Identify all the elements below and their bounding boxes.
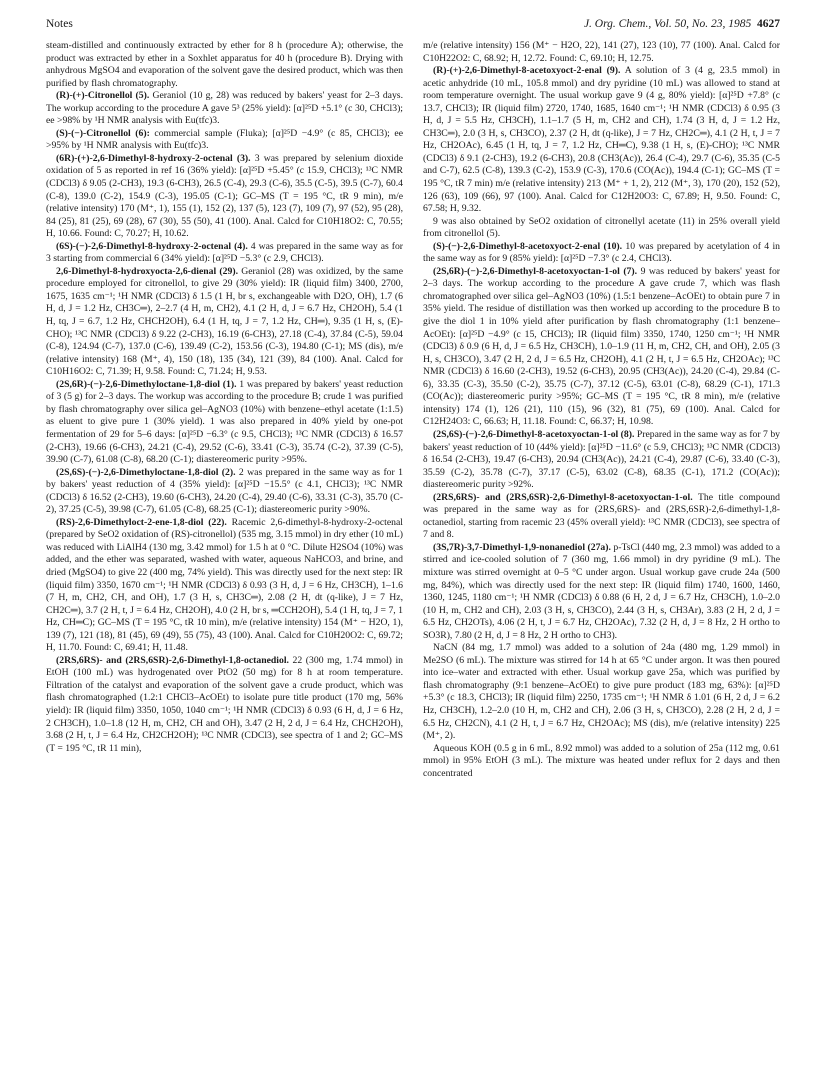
paragraph [46,241,403,266]
paragraph [46,379,403,467]
paragraph-body: 9 was reduced by bakers' yeast for 2–3 days. The workup according to the procedure A gave crude 7, which was flash chromatographed over silica gel–AgNO3 (10%) (1.5:1 benzene–AcOEt) to obtain pure 7 in 35% yield. The residue of distillation was then worked up according to the procedure B to give the diol 1 in 10% yield after purification by flash chromatography (1:1 benzene–AcOEt): [α]²⁵D −4.9° (c 15, CHCl3); IR (liquid film) 3350, 1740, 1250 cm⁻¹; ¹H NMR (CDCl3) δ 0.9 (6 H, d, J = 6.5 Hz, CH3CH), 1.0–1.9 (11 H, m, CH2, CH, and OH), 2.05 (3 H, s, CH3CO), 3.47 (2 H, 2 d, J = 6.5 Hz, CH2OH), 4.1 (2 H, t, J = 6.5 Hz, CH2OAc); ¹³C NMR (CDCl3) δ 16.60 (2-CH3), 19.52 (6-CH3), 20.95 (CH3(Ac)), 24.20 (C-4), 29.84 (C-6), 33.35 (C-3), 35.50 (C-2), 35.75 (C-7), 37.12 (C-5), 63.01 (C-8), 68.29 (C-1), 171.3 (CO(Ac)); diastereomeric purity >95%; GC–MS (T = 195 °C, tR 8 min), m/e (relative intensity) 174 (1), 126 (21), 110 (15), 96 (32), 81 (75), 69 (100). Anal. Calcd for C12H24O3: C, 66.63; H, 11.18. Found: C, 66.37; H, 10.98. [423,265,780,428]
paragraph [423,65,780,216]
paragraph [423,542,780,642]
compound-heading: (2RS,6RS)- and (2RS,6SR)-2,6-Dimethyl-8-acetoxyoctan-1-ol. [433,491,693,503]
compound-heading: (2S,6R)-(−)-2,6-Dimethyloctane-1,8-diol (1). [56,378,237,390]
compound-heading: (R)-(+)-2,6-Dimethyl-8-acetoxyoct-2-enal (9). [433,65,621,77]
paragraph-body: Prepared in the same way as for 7 by bakers' yeast reduction of 10 (44% yield): [α]²⁵D −11.6° (c 5.9, CHCl3); ¹³C NMR (CDCl3) δ 16.54 (2-CH3), 19.47 (6-CH3), 20.94 (CH3(Ac)), 24.21 (C-4), 29.87 (C-6), 33.40 (C-3), 35.59 (C-2), 35.78 (C-7), 37.17 (C-5), 63.02 (C-8), 68.35 (C-1), 171.2 (CO(Ac)); diastereomeric purity >92%. [423,428,780,491]
paragraph-body: A solution of 3 (4 g, 23.5 mmol) in acetic anhydride (10 mL, 105.8 mmol) and dry pyridine (10 mL) was allowed to stand at room temperature overnight. The usual workup gave 9 (4 g, 80% yield): [α]²⁵D +7.8° (c 13.7, CHCl3); IR (liquid film) 2720, 1740, 1685, 1640 cm⁻¹; ¹H NMR (CDCl3) δ 0.95 (3 H, d, J = 5.5 Hz, CH3CH), 1.1–1.7 (5 H, m, CH2 and CH), 1.74 (3 H, d, J = 1.2 Hz, CH3C═), 2.0 (3 H, s, CH3CO), 2.37 (2 H, dt (q-like), J = 7 Hz, CH2C═), 4.1 (2 H, t, J = 7 Hz, CH2OAc), 6.45 (1 H, tq, J = 7, 1.2 Hz, CH═C), 9.38 (1 H, s, (E)-CHO); ¹³C NMR (CDCl3) δ 9.1 (2-CH3), 19.2 (6-CH3), 20.8 (CH3(Ac)), 26.4 (C-4), 29.7 (C-6), 35.35 (C-5 and C-7), 62.5 (C-8), 139.3 (C-2), 153.9 (C-3), 170.6 (CO(Ac)), 194.4 (C-1); GC–MS (T = 195 °C, tR 7 min) m/e (relative intensity) 213 (M⁺ + 1, 2), 212 (M⁺, 3), 170 (20), 152 (52), 126 (63), 109 (66), 97 (100). Anal. Calcd for C12H20O3: C, 67.89; H, 9.50. Found: C, 67.58; H, 9.32. [423,65,780,215]
paragraph-body: 10 was prepared by acetylation of 4 in the same way as for 9 (85% yield): [α]²⁵D −7.3° (c 2.4, CHCl3). [423,240,780,265]
paragraph-body: 9 was also obtained by SeO2 oxidation of citronellyl acetate (11) in 25% overall yield from citronellol (5). [423,215,780,240]
paragraph [423,266,780,429]
paragraph-body: m/e (relative intensity) 156 (M⁺ − H2O, 22), 141 (27), 123 (10), 77 (100). Anal. Calcd for C10H22O2: C, 68.92; H, 12.72. Found: C, 69.10; H, 12.75. [423,40,780,64]
paragraph [46,517,403,655]
paragraph-body: 2 was prepared in the same way as for 1 by bakers' yeast reduction of 4 (35% yield): [α]²⁵D −15.5° (c 4.1, CHCl3); ¹³C NMR (CDCl3) δ 16.52 (2-CH3), 19.60 (6-CH3), 24.20 (C-4), 29.40 (C-6), 33.31 (C-3), 35.70 (C-2), 37.25 (C-5), 39.98 (C-7), 61.05 (C-8), 68.25 (C-1); diastereomeric purity >90%. [46,466,403,516]
paragraph [423,216,780,241]
paragraph-body: commercial sample (Fluka); [α]²⁵D −4.9° (c 85, CHCl3); ee >95% by ¹H NMR analysis with Eu(tfc)3. [46,127,403,152]
paragraph-body: 22 (300 mg, 1.74 mmol) in EtOH (100 mL) was hydrogenated over PtO2 (50 mg) for 8 h at room temperature. Filtration of the catalyst and evaporation of the solvent gave a crude product, which was flash chromatographed (1.2:1 CHCl3–AcOEt) to isolate pure title product (170 mg, 56% yield): IR (liquid film) 3350, 1050, 1040 cm⁻¹; ¹H NMR (CDCl3) δ 0.93 (6 H, d, J = 6 Hz, 2 CH3CH), 1.0–1.8 (12 H, m, CH2, CH and OH), 3.47 (2 H, 2 d, J = 6.4 Hz, CHCH2OH), 3.68 (2 H, t, J = 6.4 Hz, CH2CH2OH); ¹³C NMR (CDCl3), see spectra of 1 and 2; GC–MS (T = 195 °C, tR 11 min), [46,654,403,754]
paragraph [423,429,780,492]
compound-heading: (2S,6R)-(−)-2,6-Dimethyl-8-acetoxyoctan-1-ol (7). [433,265,638,277]
paragraph [46,40,403,90]
paragraph-body: steam-distilled and continuously extracted by ether for 8 h (procedure A); otherwise, the product was extracted by ether in a Soxhlet apparatus for 40 h (procedure B). Drying with anhydrous MgSO4 and evaporation of the solvent gave the desired product, which was then purified by flash chromatography. [46,40,403,89]
compound-heading: (S)-(−)-2,6-Dimethyl-8-acetoxyoct-2-enal (10). [433,240,623,252]
paragraph [423,642,780,742]
journal-name: J. Org. Chem., [583,18,652,30]
journal-volume: Vol. 50, No. 23, 1985 [654,18,752,30]
paragraph [46,153,403,241]
paragraph-body: Aqueous KOH (0.5 g in 6 mL, 8.92 mmol) was added to a solution of 25a (112 mg, 0.61 mmol) in 95% EtOH (3 mL). The mixture was heated under reflux for 2 days and then concentrated [423,742,780,779]
paragraph [46,128,403,153]
paragraph [46,90,403,128]
paragraph [46,467,403,517]
journal-citation [584,18,780,30]
paragraph-body: p-TsCl (440 mg, 2.3 mmol) was added to a stirred and ice-cooled solution of 7 (360 mg, 1.66 mmol) in dry pyridine (9 mL). The mixture was stirred overnight at 0–5 °C under argon. Usual workup gave crude 24a (500 mg, 84%), which was directly used for the next step: IR (liquid film) 1740, 1600, 1460, 1360, 1245, 1180 cm⁻¹; ¹H NMR (CDCl3) δ 0.88 (6 H, 2 d, J = 6.7 Hz, CH3CH), 1.0–2.0 (10 H, m, CH2 and CH), 2.03 (3 H, s, CH3CO), 2.44 (3 H, s, CH3Ar), 3.83 (2 H, 2 d, J = 6.5 Hz, CH2OTs), 4.06 (2 H, t, J = 6.7 Hz, CH2OAc), 7.32 (2 H, d, J = 8 Hz, 2 H ortho to SO3R), 7.80 (2 H, d, J = 8 Hz, 2 H ortho to CH3). [423,541,780,641]
right-column [423,40,780,1050]
paragraph-body: Geraniol (28) was oxidized, by the same procedure employed for citronellol, to give 29 (30% yield): IR (liquid film) 3400, 2700, 1675, 1635 cm⁻¹; ¹H NMR (CDCl3) δ 1.5 (1 H, br s, exchangeable with D2O, OH), 1.7 (6 H, d, J = 1.2 Hz, CH3C═), 2–2.7 (4 H, m, CH2), 4.1 (2 H, d, J = 6.7 Hz, CH2OH), 5.4 (1 H, tq, J = 6.7, 1.2 Hz, CHCH2OH), 6.4 (1 H, tq, J = 7, 1.2 Hz, CH═), 9.35 (1 H, s, (E)-CHO); ¹³C NMR (CDCl3) δ 9.22 (2-CH3), 16.19 (6-CH3), 27.18 (C-4), 37.84 (C-5), 59.04 (C-8), 124.94 (C-7), 137.0 (C-6), 139.49 (C-2), 153.56 (C-3), 194.80 (C-1); MS (dis), m/e (relative intensity) 168 (M⁺, 4), 150 (18), 135 (34), 121 (39), 84 (100). Anal. Calcd for C10H16O2: C, 71.39; H, 9.58. Found: C, 71.24; H, 9.53. [46,265,403,378]
compound-heading: (2RS,6RS)- and (2RS,6SR)-2,6-Dimethyl-1,8-octanediol. [56,654,289,666]
compound-heading: (6S)-(−)-2,6-Dimethyl-8-hydroxy-2-octenal (4). [56,240,248,252]
paragraph [423,40,780,65]
paragraph [423,492,780,542]
paragraph [46,266,403,379]
paragraph-body: NaCN (84 mg, 1.7 mmol) was added to a solution of 24a (480 mg, 1.29 mmol) in Me2SO (6 mL). The mixture was stirred for 14 h at 65 °C under argon. It was then poured into ice–water and extracted with ether. Usual workup gave 25a, which was purified by flash chromatography (9:1 benzene–AcOEt) to give pure product (183 mg, 63%): [α]²⁵D +5.3° (c 18.3, CHCl3); IR (liquid film) 2250, 1735 cm⁻¹; ¹H NMR δ 1.01 (6 H, 2 d, J = 6.2 Hz, CH3CH), 1.2–2.0 (10 H, m, CH2 and CH), 2.06 (3 H, s, CH3CO), 2.28 (2 H, 2 d, J = 6.5 Hz, CH2CN), 4.1 (2 H, t, J = 6.7 Hz, CH2OAc); MS (dis), m/e (relative intensity) 225 (M⁺, 2). [423,642,780,742]
paragraph [46,655,403,755]
paragraph-body: 1 was prepared by bakers' yeast reduction of 3 (5 g) for 2–3 days. The workup was according to the procedure B; crude 1 was purified by flash chromatography over silica gel–AgNO3 (10%) with benzene–ethyl acetate (1:1.5) as eluent to give pure 1 (30% yield). 1 was also prepared in 40% yield by one-pot fermentation of 29 for 5–6 days: [α]²⁵D −6.3° (c 9.5, CHCl3); ¹³C NMR (CDCl3) δ 16.57 (2-CH3), 19.66 (6-CH3), 24.21 (C-4), 29.52 (C-6), 33.41 (C-3), 35.74 (C-2), 37.39 (C-5), 39.90 (C-7), 61.08 (C-8), 68.20 (C-1); diastereomeric purity >95%. [46,378,403,466]
section-label: Notes [46,18,73,30]
paragraph-body: 3 was prepared by selenium dioxide oxidation of 5 as reported in ref 16 (36% yield): [α]²⁵D +5.45° (c 15.9, CHCl3); ¹³C NMR (CDCl3) δ 9.05 (2-CH3), 19.3 (6-CH3), 26.5 (C-4), 29.3 (C-6), 35.5 (C-5), 39.5 (C-7), 60.4 (C-8), 139.0 (C-2), 154.9 (C-3), 195.05 (C-1); GC–MS (T = 195 °C, tR 9 min), m/e (relative intensity) 170 (M⁺, 1), 155 (1), 152 (2), 137 (5), 123 (7), 109 (7), 97 (52), 95 (28), 84 (25), 81 (25), 69 (28), 67 (30), 55 (50), 41 (100). Anal. Calcd for C10H18O2: C, 70.55; H, 10.66. Found: C, 70.27; H, 10.62. [46,152,403,240]
compound-heading: (6R)-(+)-2,6-Dimethyl-8-hydroxy-2-octenal (3). [56,152,251,164]
paragraph-body: 4 was prepared in the same way as for 3 starting from commercial 6 (34% yield): [α]²⁵D −5.3° (c 2.9, CHCl3). [46,240,403,265]
compound-heading: (2S,6S)-(−)-2,6-Dimethyl-8-acetoxyoctan-1-ol (8). [433,428,635,440]
paragraph-body: The title compound was prepared in the same way as for (2RS,6RS)- and (2RS,6SR)-2,6-dimethyl-1,8-octanediol, starting from racemic 23 (45% overall yield): ¹³C NMR (CDCl3), see spectra of 7 and 8. [423,491,780,541]
paragraph-body: Geraniol (10 g, 28) was reduced by bakers' yeast for 2–3 days. The workup according to the procedure A gave 5³ (25% yield): [α]²⁵D +5.1° (c 30, CHCl3); ee >98% by ¹H NMR analysis with Eu(tfc)3. [46,90,403,127]
compound-heading: 2,6-Dimethyl-8-hydroxyocta-2,6-dienal (29). [56,265,238,277]
compound-heading: (R)-(+)-Citronellol (5). [56,90,150,102]
paragraph-body: Racemic 2,6-dimethyl-8-hydroxy-2-octenal (prepared by SeO2 oxidation of (RS)-citronellol) (535 mg, 3.15 mmol) in dry ether (10 mL) was reduced with LiAlH4 (130 mg, 3.42 mmol) for 1.5 h at 0 °C. Dilute H2SO4 (10%) was added, and the ether was separated, washed with water, aqueous NaHCO3, and brine, and dried (MgSO4) to give 22 (400 mg, 74% yield). This was directly used for the next step: IR (liquid film) 3350, 1670 cm⁻¹; ¹H NMR (CDCl3) δ 0.93 (3 H, d, J = 6 Hz, CH3CH), 1–1.6 (7 H, m, CH2, CH, and OH), 1.7 (3 H, s, CH3C═), 2.08 (2 H, dt (q-like), J = 7 Hz, CH2C═), 3.7 (2 H, t, J = 6.4 Hz, CH2OH), 4.0 (2 H, br s, ═CCH2OH), 5.4 (1 H, tq, J = 7, 1 Hz, CH═C); GC–MS (T = 195 °C, tR 10 min), m/e (relative intensity) 154 (M⁺ − H2O, 1), 139 (7), 121 (18), 81 (45), 69 (49), 55 (75), 43 (100). Anal. Calcd for C10H20O2: C, 69.72; H, 11.70. Found: C, 69.41; H, 11.48. [46,516,403,654]
page-header [46,18,780,36]
paragraph [423,743,780,781]
paragraph [423,241,780,266]
left-column [46,40,403,1050]
compound-heading: (2S,6S)-(−)-2,6-Dimethyloctane-1,8-diol (2). [56,466,236,478]
compound-heading: (RS)-2,6-Dimethyloct-2-ene-1,8-diol (22). [56,516,227,528]
page-number: 4627 [757,18,780,30]
compound-heading: (3S,7R)-3,7-Dimethyl-1,9-nonanediol (27a). [433,541,611,553]
compound-heading: (S)-(−)-Citronellol (6): [56,127,150,139]
